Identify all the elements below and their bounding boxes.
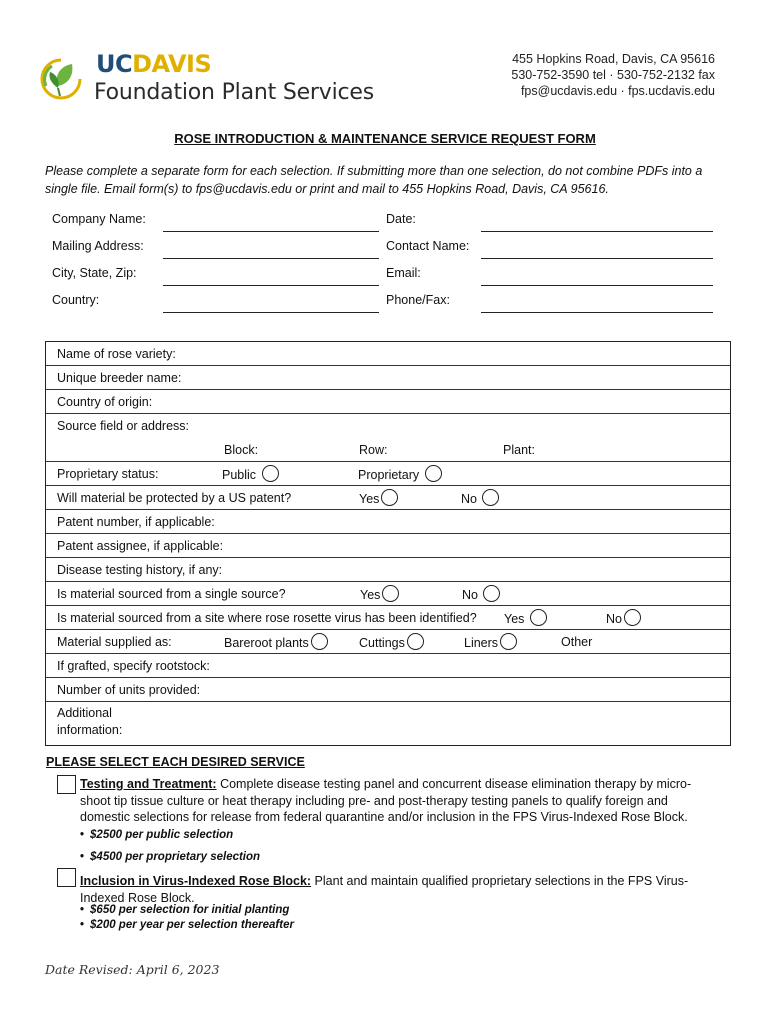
plant-label: Plant: (503, 443, 535, 457)
rosette-question: Is material sourced from a site where rose rosette virus has been identified? (57, 611, 477, 625)
origin-row[interactable] (46, 390, 730, 414)
patent-no-radio[interactable] (482, 489, 499, 506)
rosette-no-radio[interactable] (624, 609, 641, 626)
company-label: Company Name: (52, 212, 146, 226)
services-heading: PLEASE SELECT EACH DESIRED SERVICE (46, 755, 305, 769)
s2-price-yearly: $200 per year per selection thereafter (90, 919, 294, 931)
single-source-no-radio[interactable] (483, 585, 500, 602)
liners-radio[interactable] (500, 633, 517, 650)
breeder-row[interactable] (46, 366, 730, 390)
supplied-as-row (46, 630, 730, 654)
city-field[interactable] (163, 285, 379, 286)
disease-history-label: Disease testing history, if any: (57, 563, 223, 577)
single-source-no-label: No (462, 587, 478, 602)
proprietary-option[interactable] (358, 467, 442, 484)
bareroot-radio[interactable] (311, 633, 328, 650)
supplied-as-label: Material supplied as: (57, 635, 172, 649)
patent-no-option[interactable] (461, 491, 499, 508)
rosette-yes-radio[interactable] (530, 609, 547, 626)
company-field[interactable] (163, 231, 379, 232)
patent-yes-label: Yes (359, 491, 380, 506)
patent-number-label: Patent number, if applicable: (57, 515, 215, 529)
origin-label: Country of origin: (57, 395, 153, 409)
single-source-no-option[interactable] (462, 587, 500, 604)
single-source-yes-label: Yes (360, 587, 381, 602)
additional-label-2: information: (57, 723, 123, 737)
date-revised: Date Revised: April 6, 2023 (45, 962, 220, 977)
email-field[interactable] (481, 285, 713, 286)
patent-assignee-label: Patent assignee, if applicable: (57, 539, 224, 553)
web-line: fps@ucdavis.edu · fps.ucdavis.edu (520, 84, 715, 98)
org-name: Foundation Plant Services (94, 80, 374, 105)
liners-label: Liners (464, 635, 499, 650)
public-option[interactable] (222, 467, 279, 484)
source-row[interactable] (46, 414, 730, 462)
s1-bullet-2: • $4500 per proprietary selection (80, 851, 261, 863)
rootstock-row[interactable] (46, 654, 730, 678)
units-label: Number of units provided: (57, 683, 201, 697)
country-label: Country: (52, 293, 100, 307)
ucdavis-wordmark (96, 50, 211, 78)
rose-details-box (45, 341, 731, 746)
patent-row (46, 486, 730, 510)
testing-treatment-checkbox[interactable] (57, 775, 76, 794)
date-label: Date: (386, 212, 416, 226)
inclusion-desc: Plant and maintain qualified proprietary selections in the FPS Virus-Indexed Rose Block. (80, 874, 689, 905)
units-row[interactable] (46, 678, 730, 702)
s2-price-initial: $650 per selection for initial planting (90, 904, 290, 916)
patent-no-label: No (461, 491, 477, 506)
rosette-no-label: No (606, 611, 622, 626)
intro-text: Please complete a separate form for each selection. If submitting more than one selection, do not combine PDFs into a single file. Email form(s) to fps@ucdavis.edu or print and mail to 455 Hopkins Road, Davis, CA 95616. (45, 164, 703, 196)
testing-treatment-title: Testing and Treatment: (80, 777, 217, 791)
proprietary-label: Proprietary (358, 467, 420, 482)
address-line: 455 Hopkins Road, Davis, CA 95616 (512, 52, 715, 66)
s1-price-public: $2500 per public selection (90, 829, 234, 841)
single-source-question: Is material sourced from a single source? (57, 587, 286, 601)
liners-option[interactable] (464, 635, 517, 652)
single-source-yes-option[interactable] (360, 587, 399, 604)
s2-bullet-2: • $200 per year per selection thereafter (80, 919, 294, 931)
other-label[interactable]: Other (561, 635, 593, 649)
phone-field[interactable] (481, 312, 713, 313)
cuttings-option[interactable] (359, 635, 424, 652)
mailing-field[interactable] (163, 258, 379, 259)
patent-yes-option[interactable] (359, 491, 398, 508)
fps-leaf-logo (38, 56, 84, 102)
testing-treatment-desc: Complete disease testing panel and concurrent disease elimination therapy by micro-shoot tip tissue culture or heat therapy including pre- and post-therapy testing panels to qualify foreign and domestic selections for release from federal quarantine and/or inclusion in the FPS Virus-Indexed Rose Block. (80, 777, 692, 824)
single-source-row (46, 582, 730, 606)
variety-row[interactable] (46, 342, 730, 366)
inclusion-title: Inclusion in Virus-Indexed Rose Block: (80, 874, 312, 888)
contact-name-field[interactable] (481, 258, 713, 259)
brand-davis: DAVIS (132, 50, 212, 78)
additional-info-row[interactable] (46, 702, 730, 746)
additional-label-1: Additional (57, 706, 112, 720)
cuttings-radio[interactable] (407, 633, 424, 650)
testing-treatment-text (80, 776, 710, 826)
city-label: City, State, Zip: (52, 266, 137, 280)
country-field[interactable] (163, 312, 379, 313)
mailing-label: Mailing Address: (52, 239, 144, 253)
proprietary-row (46, 462, 730, 486)
proprietary-status-label: Proprietary status: (57, 467, 159, 481)
phone-line: 530-752-3590 tel · 530-752-2132 fax (511, 68, 715, 82)
proprietary-radio[interactable] (425, 465, 442, 482)
s1-price-proprietary: $4500 per proprietary selection (90, 851, 261, 863)
cuttings-label: Cuttings (359, 635, 405, 650)
patent-yes-radio[interactable] (381, 489, 398, 506)
public-radio[interactable] (262, 465, 279, 482)
block-label: Block: (224, 443, 259, 457)
source-label: Source field or address: (57, 419, 190, 433)
inclusion-checkbox[interactable] (57, 868, 76, 887)
brand-uc: UC (96, 50, 133, 78)
inclusion-text (80, 873, 710, 906)
bareroot-label: Bareroot plants (224, 635, 309, 650)
phone-label: Phone/Fax: (386, 293, 450, 307)
form-title: ROSE INTRODUCTION & MAINTENANCE SERVICE REQUEST FORM (174, 131, 596, 146)
variety-label: Name of rose variety: (57, 347, 176, 361)
date-field[interactable] (481, 231, 713, 232)
rosette-row (46, 606, 730, 630)
single-source-yes-radio[interactable] (382, 585, 399, 602)
breeder-label: Unique breeder name: (57, 371, 182, 385)
rootstock-label: If grafted, specify rootstock: (57, 659, 210, 673)
patent-question: Will material be protected by a US patent? (57, 491, 292, 505)
contact-name-label: Contact Name: (386, 239, 470, 253)
rosette-yes-option[interactable] (504, 611, 547, 628)
rosette-no-option[interactable] (606, 611, 641, 628)
row-label: Row: (359, 443, 388, 457)
s2-bullet-1: • $650 per selection for initial planting (80, 904, 290, 916)
rosette-yes-label: Yes (504, 611, 525, 626)
public-label: Public (222, 467, 257, 482)
patent-number-row[interactable] (46, 510, 730, 534)
patent-assignee-row[interactable] (46, 534, 730, 558)
s1-bullet-1: • $2500 per public selection (80, 829, 234, 841)
email-label: Email: (386, 266, 421, 280)
disease-history-row[interactable] (46, 558, 730, 582)
bareroot-option[interactable] (224, 635, 328, 652)
